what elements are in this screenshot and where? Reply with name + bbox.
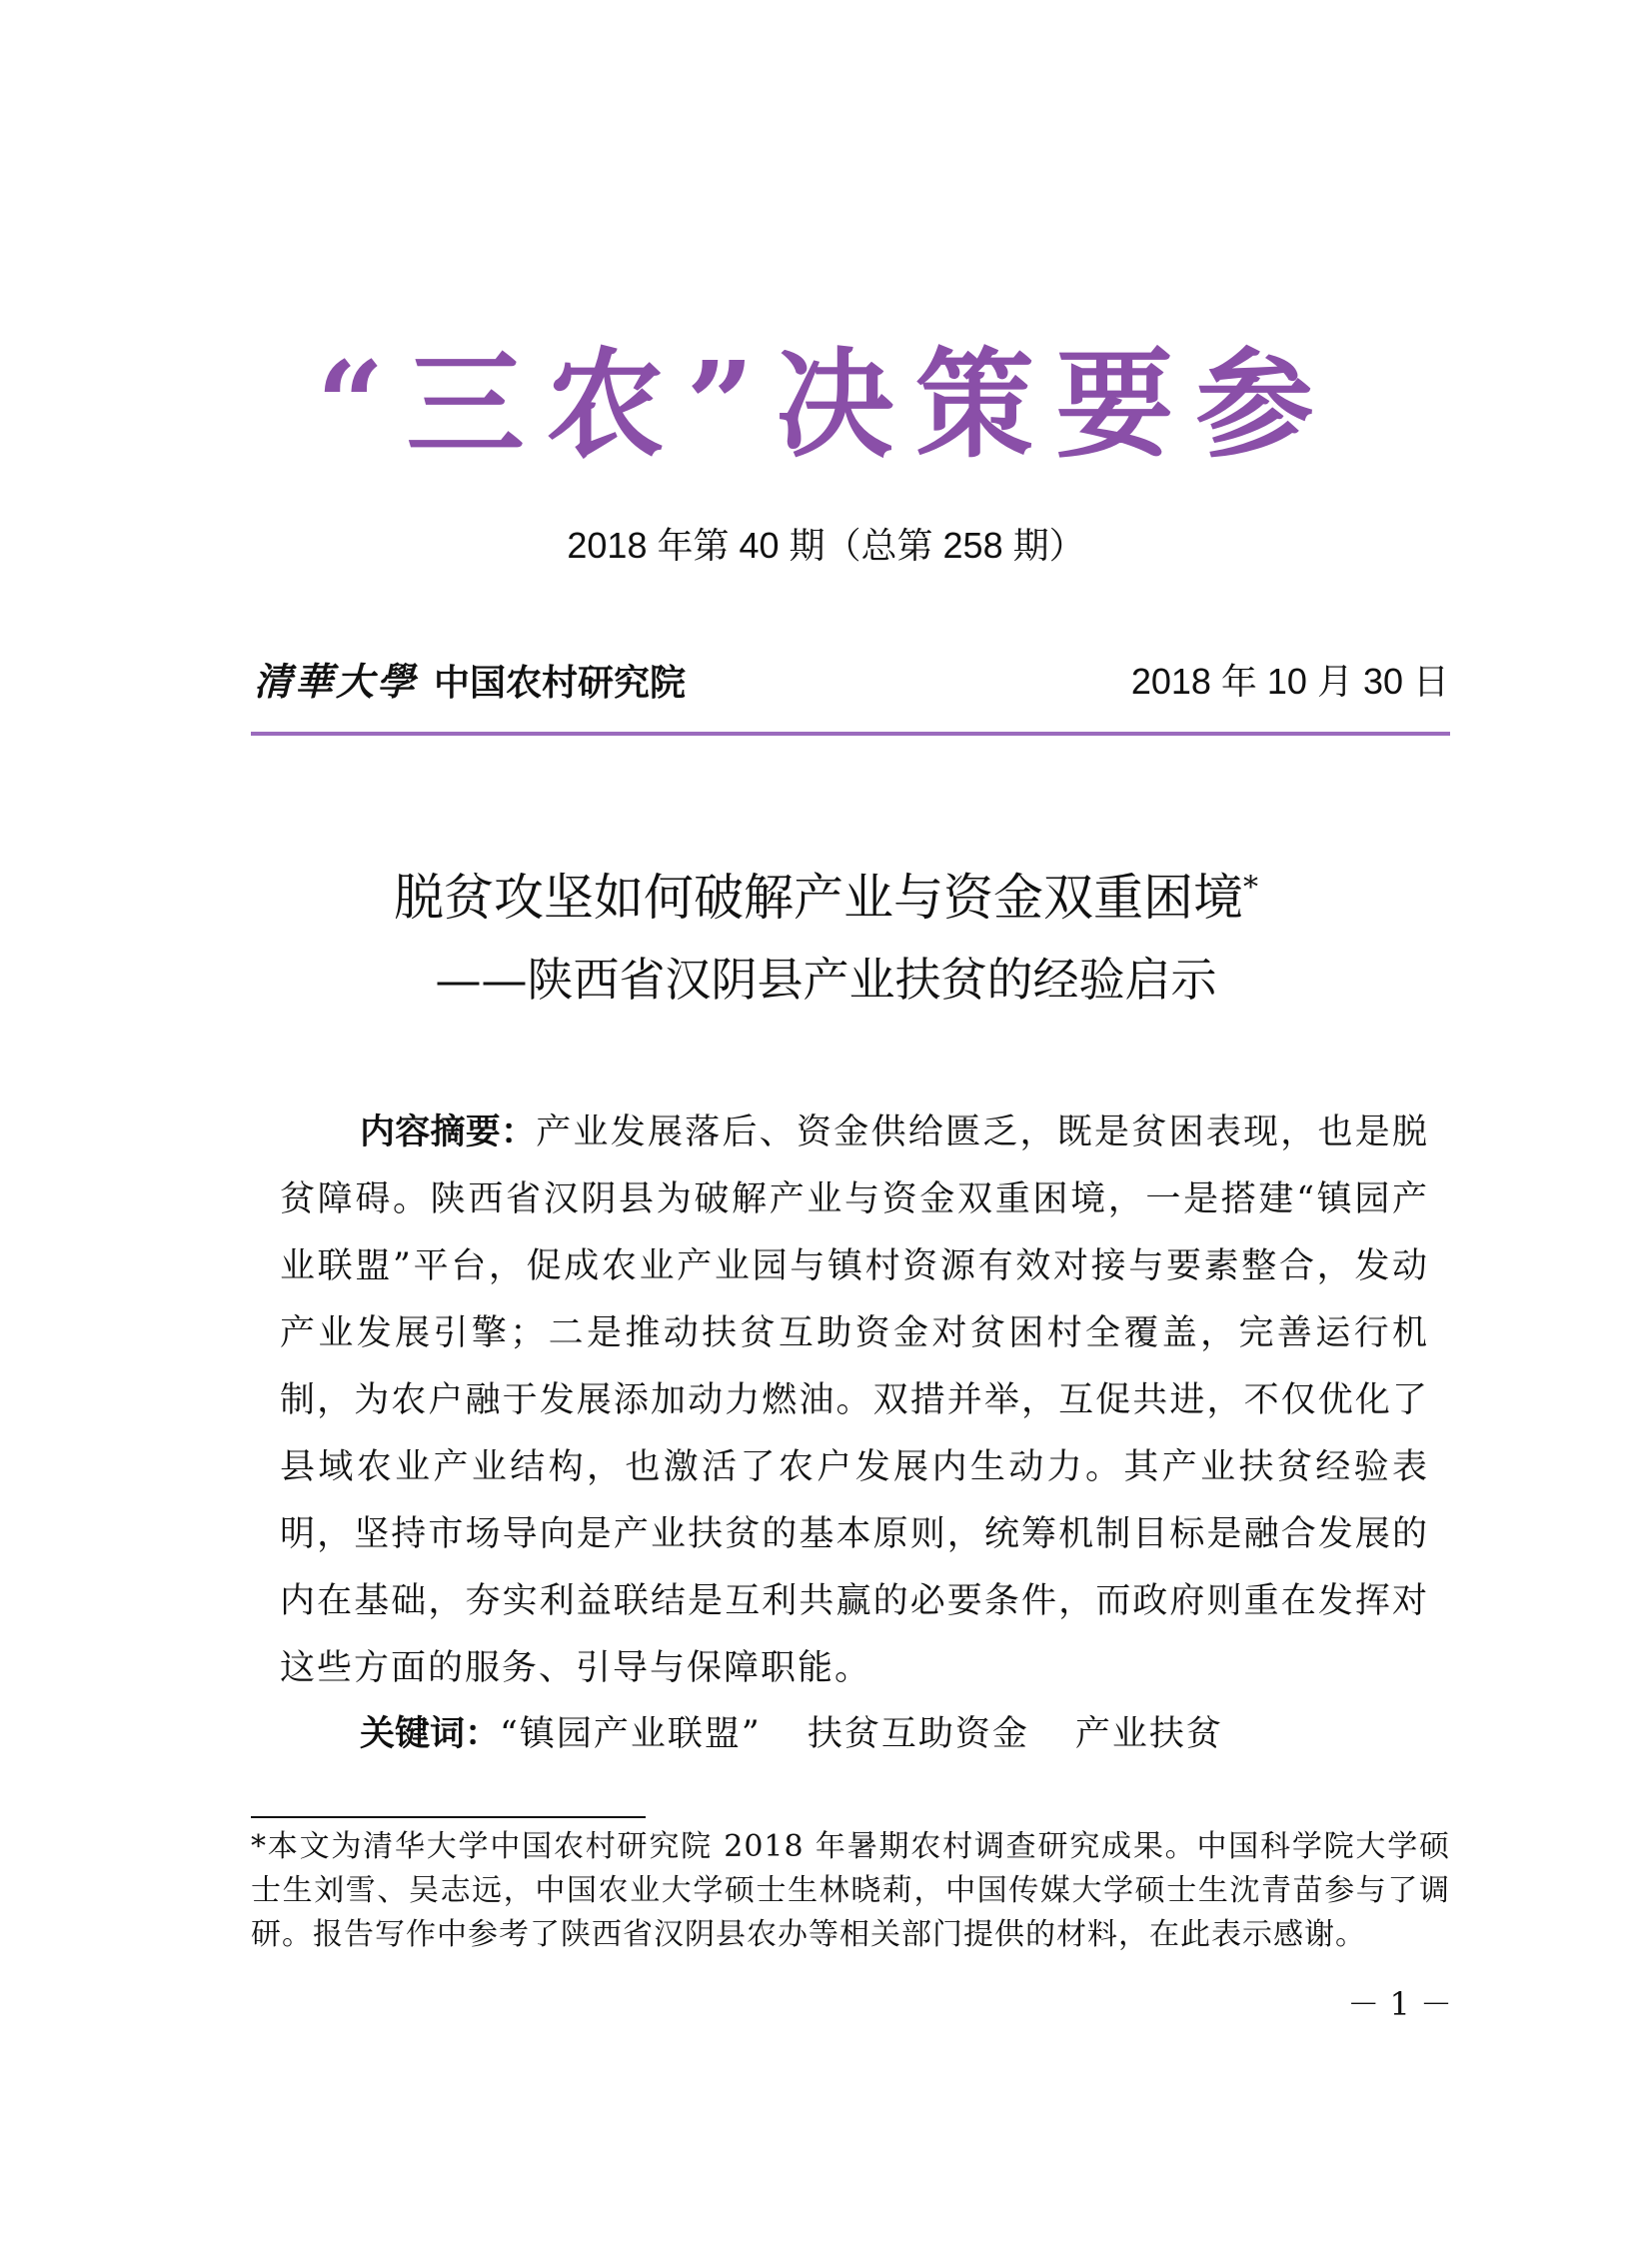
keywords-label: 关键词： (360, 1714, 501, 1754)
footnote: *本文为清华大学中国农村研究院 2018 年暑期农村调查研究成果。中国科学院大学硕士生刘雪、吴志远，中国农业大学硕士生林晓莉，中国传媒大学硕士生沈青苗参与了调研。报告写作中参考了陕西省汉阴县农办等相关部门提供的材料，在此表示感谢。 (251, 1829, 1450, 1952)
publisher-row (254, 654, 1449, 710)
masthead-title: “三农”决策要参 (316, 335, 1336, 474)
article-subtitle: ——陕西省汉阴县产业扶贫的经验启示 (435, 953, 1217, 1007)
page-number: － 1 － (1347, 1985, 1452, 2023)
keyword-item: “镇园产业联盟” (500, 1714, 762, 1754)
issue-number: 2018 年第 40 期（总第 258 期） (567, 525, 1085, 566)
header-divider (251, 732, 1450, 736)
keyword-item: 产业扶贫 (1074, 1714, 1223, 1754)
title-footnote-mark: * (1243, 870, 1258, 906)
publication-date: 2018 年 10 月 30 日 (1130, 661, 1449, 702)
university-logo-text: 清華大學 (254, 659, 419, 704)
footnote-divider (251, 1816, 646, 1818)
article-title-text: 脱贫攻坚如何破解产业与资金双重困境 (394, 869, 1243, 927)
keyword-item: 扶贫互助资金 (807, 1714, 1029, 1754)
publisher (254, 654, 686, 718)
abstract-text: 产业发展落后、资金供给匮乏，既是贫困表现，也是脱贫障碍。陕西省汉阴县为破解产业与资金双重困境，一是搭建“镇园产业联盟”平台，促成农业产业园与镇村资源有效对接与要素整合，发动产业发展引擎；二是推动扶贫互助资金对贫困村全覆盖，完善运行机制，为农户融于发展添加动力燃油。双措并举，互促共进，不仅优化了县域农业产业结构，也激活了农户发展内生动力。其产业扶贫经验表明，坚持市场导向是产业扶贫的基本原则，统筹机制目标是融合发展的内在基础，夯实利益联结是互利共赢的必要条件，而政府则重在发挥对这些方面的服务、引导与保障职能。 (280, 1113, 1429, 1688)
abstract-label: 内容摘要： (360, 1113, 537, 1152)
article-title (0, 862, 1652, 934)
abstract (280, 1100, 1429, 1702)
keywords (360, 1701, 1269, 1768)
institute-name: 中国农村研究院 (434, 662, 687, 704)
